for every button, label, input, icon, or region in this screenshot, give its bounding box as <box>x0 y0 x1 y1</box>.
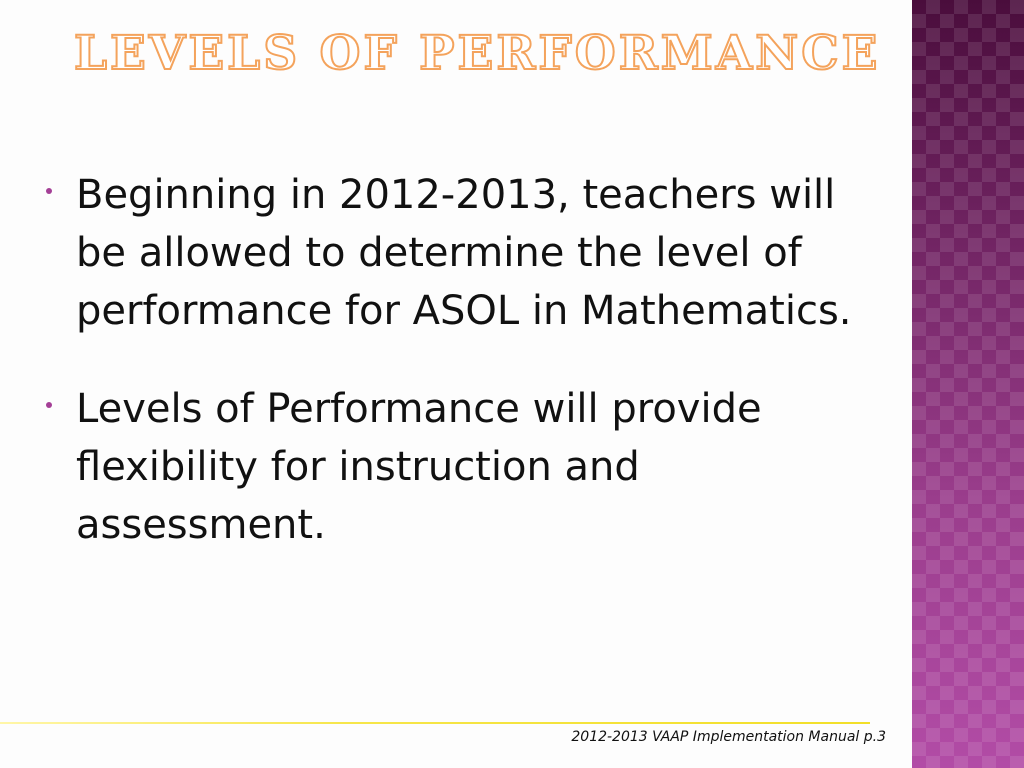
bullet-item <box>44 166 884 340</box>
footer-divider <box>0 722 870 724</box>
bullet-item <box>44 380 884 554</box>
slide-title: LEVELS OF PERFORMANCE <box>74 26 881 81</box>
bullet-text: Levels of Performance will provide flexibility for instruction and assessment. <box>76 386 762 548</box>
bullet-text: Beginning in 2012-2013, teachers will be allowed to determine the level of performance for ASOL in Mathematics. <box>76 172 852 334</box>
footer-citation: 2012-2013 VAAP Implementation Manual p.3 <box>571 729 886 745</box>
decorative-side-panel <box>912 0 1024 768</box>
bullet-list <box>44 166 884 594</box>
bullet-icon <box>46 188 52 194</box>
bullet-icon <box>46 402 52 408</box>
